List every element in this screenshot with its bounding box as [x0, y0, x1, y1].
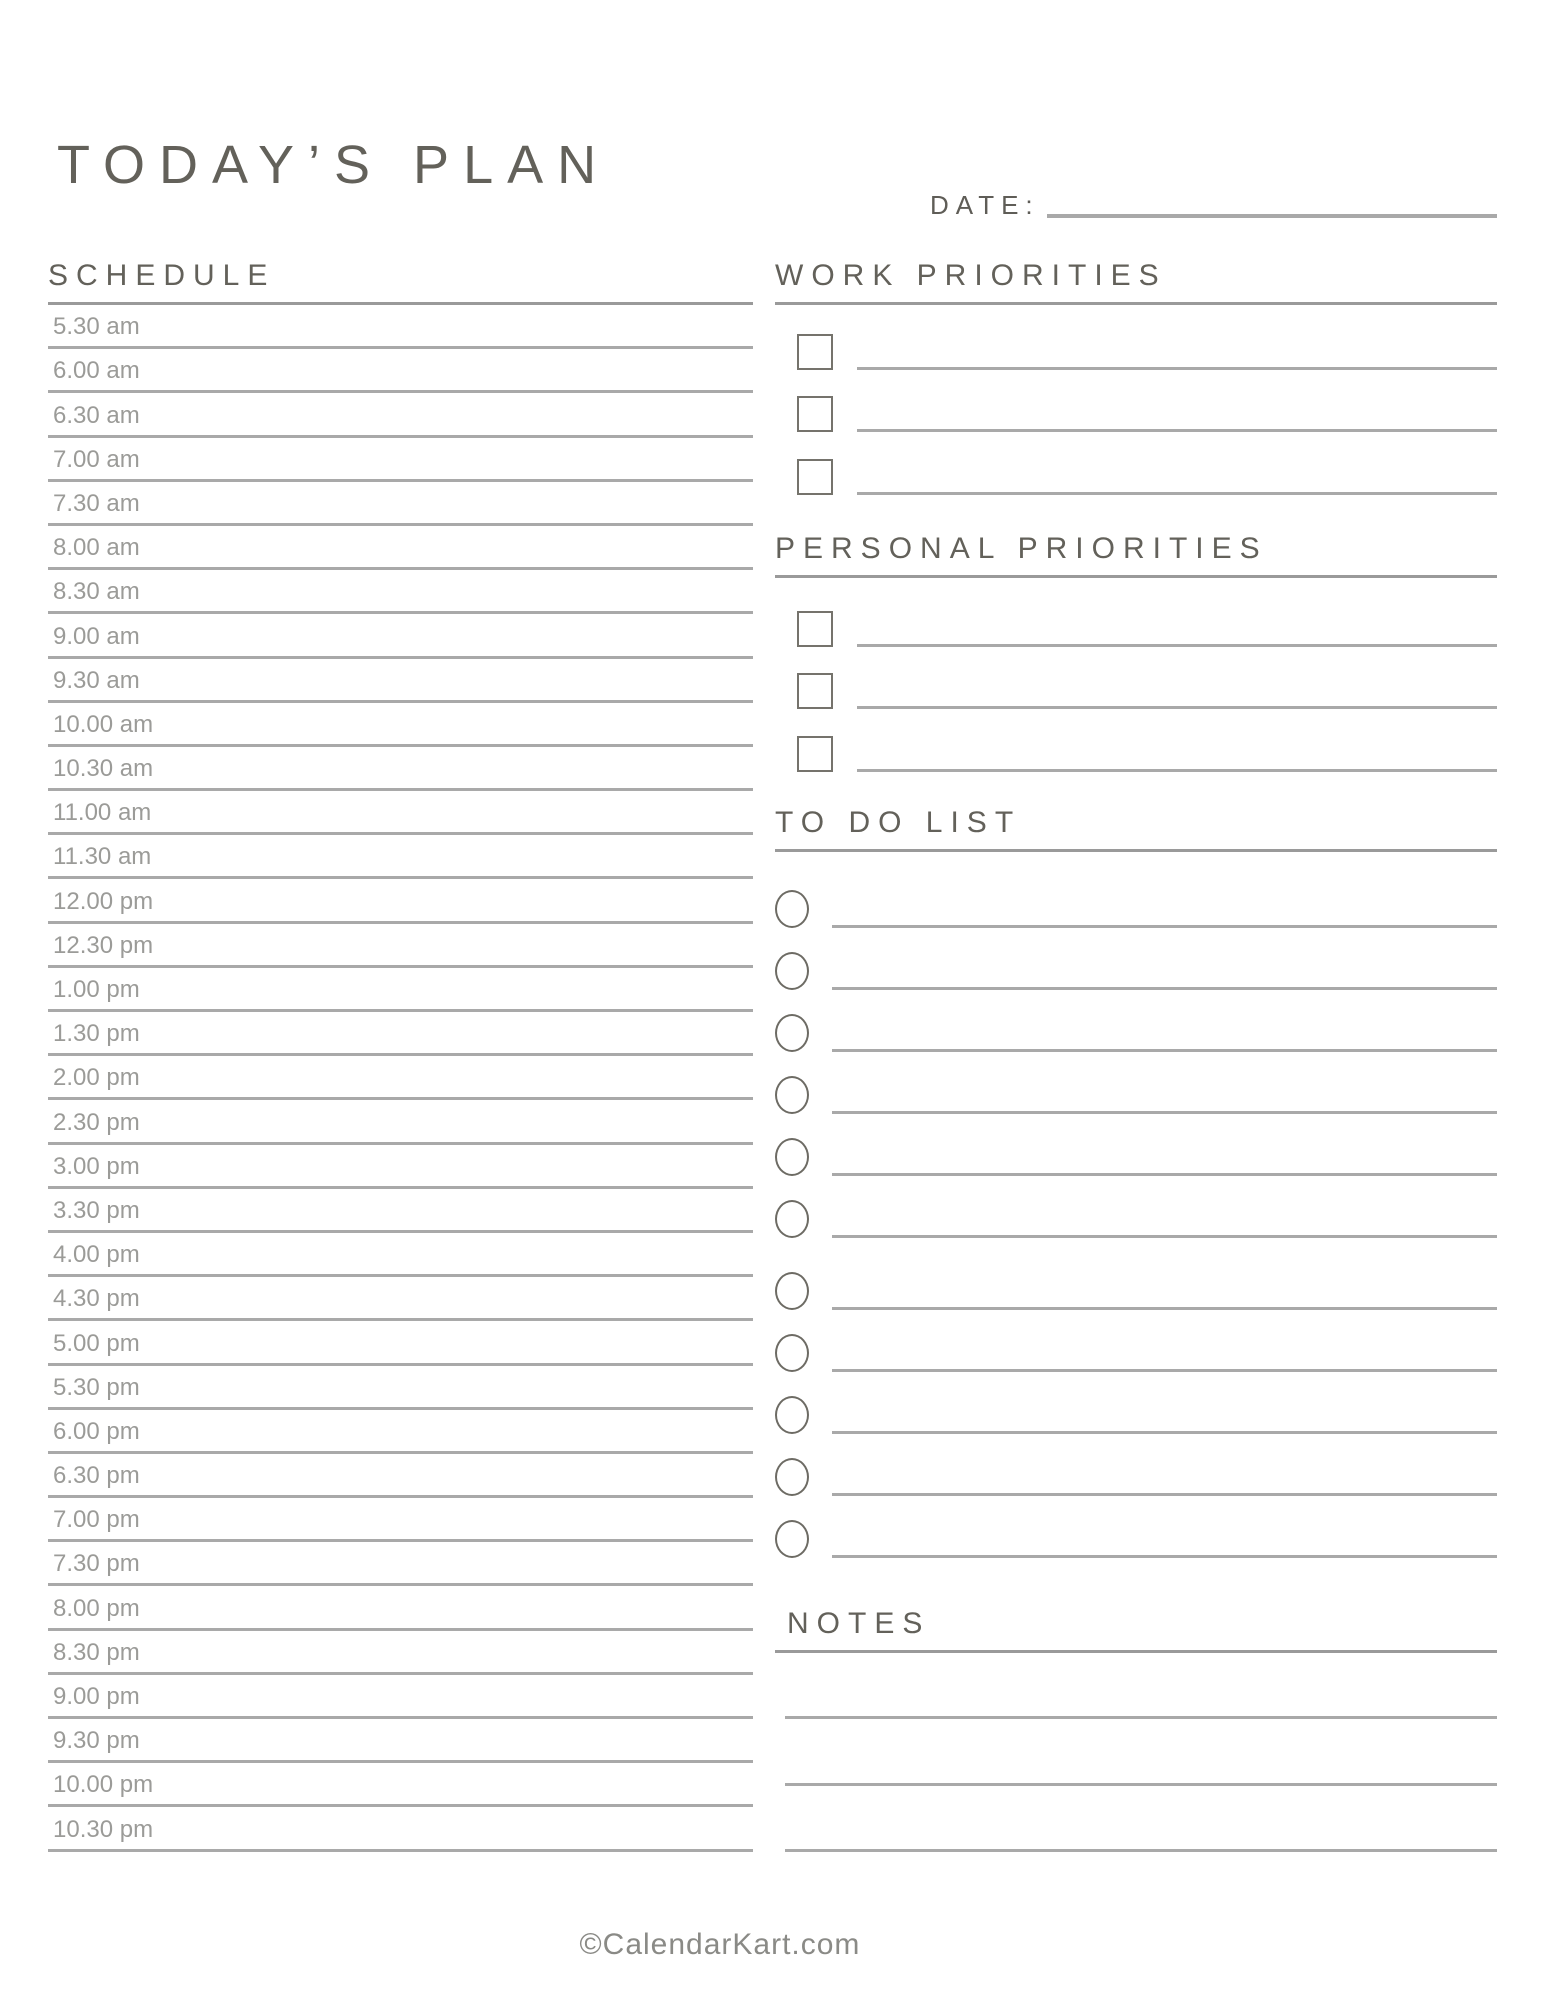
- todo-item: [775, 1496, 1497, 1558]
- priority-checkbox[interactable]: [797, 673, 833, 709]
- todo-circle-checkbox[interactable]: [775, 1014, 809, 1052]
- todo-circle-checkbox[interactable]: [775, 1138, 809, 1176]
- schedule-time-label: 2.30 pm: [53, 1108, 140, 1136]
- todo-item: [775, 1052, 1497, 1114]
- schedule-time-label: 1.30 pm: [53, 1020, 140, 1048]
- schedule-time-label: 7.00 am: [53, 445, 140, 473]
- schedule-row[interactable]: [48, 1763, 753, 1807]
- footer-credit: ©CalendarKart.com: [579, 1928, 861, 1961]
- schedule-row[interactable]: [48, 393, 753, 437]
- write-line[interactable]: [857, 769, 1497, 772]
- schedule-row[interactable]: [48, 1586, 753, 1630]
- schedule-time-label: 10.30 pm: [53, 1815, 154, 1843]
- todo-circle-checkbox[interactable]: [775, 1272, 809, 1310]
- schedule-row[interactable]: [48, 614, 753, 658]
- schedule-row[interactable]: [48, 1719, 753, 1763]
- todo-items: [775, 866, 1497, 1558]
- schedule-time-label: 11.00 am: [53, 799, 152, 827]
- schedule-row[interactable]: [48, 1675, 753, 1719]
- todo-heading: TO DO LIST: [775, 790, 1497, 852]
- date-label: DATE:: [930, 190, 1040, 220]
- work-priority-item: [775, 432, 1497, 495]
- personal-priority-item: [775, 709, 1497, 772]
- notes-write-line[interactable]: [785, 1719, 1497, 1785]
- schedule-section: [48, 243, 753, 1852]
- todo-section: [775, 790, 1497, 1558]
- work-priority-item: [775, 307, 1497, 370]
- todo-circle-checkbox[interactable]: [775, 1520, 809, 1558]
- notes-lines: [775, 1653, 1497, 1852]
- schedule-time-label: 5.30 pm: [53, 1373, 140, 1401]
- todo-item: [775, 1372, 1497, 1434]
- schedule-row[interactable]: [48, 1233, 753, 1277]
- schedule-row[interactable]: [48, 570, 753, 614]
- schedule-time-label: 7.30 am: [53, 489, 140, 517]
- schedule-time-label: 8.30 am: [53, 578, 140, 606]
- schedule-time-label: 10.00 am: [53, 710, 154, 738]
- personal-priorities-items: [775, 584, 1497, 772]
- schedule-row[interactable]: [48, 1366, 753, 1410]
- schedule-row[interactable]: [48, 1807, 753, 1851]
- schedule-rows: [48, 305, 753, 1852]
- schedule-row[interactable]: [48, 879, 753, 923]
- schedule-row[interactable]: [48, 703, 753, 747]
- schedule-time-label: 7.30 pm: [53, 1550, 140, 1578]
- work-priorities-section: [775, 243, 1497, 495]
- schedule-time-label: 10.30 am: [53, 755, 154, 783]
- schedule-time-label: 3.00 pm: [53, 1152, 140, 1180]
- todo-item: [775, 990, 1497, 1052]
- todo-circle-checkbox[interactable]: [775, 1076, 809, 1114]
- priority-checkbox[interactable]: [797, 334, 833, 370]
- schedule-row[interactable]: [48, 747, 753, 791]
- todo-circle-checkbox[interactable]: [775, 890, 809, 928]
- schedule-row[interactable]: [48, 835, 753, 879]
- schedule-row[interactable]: [48, 791, 753, 835]
- schedule-time-label: 5.30 am: [53, 313, 140, 341]
- schedule-time-label: 12.00 pm: [53, 887, 154, 915]
- personal-priorities-heading: PERSONAL PRIORITIES: [775, 516, 1497, 578]
- schedule-time-label: 2.00 pm: [53, 1064, 140, 1092]
- notes-write-line[interactable]: [785, 1653, 1497, 1719]
- schedule-row[interactable]: [48, 1100, 753, 1144]
- schedule-row[interactable]: [48, 1012, 753, 1056]
- schedule-time-label: 8.00 pm: [53, 1594, 140, 1622]
- work-priorities-items: [775, 307, 1497, 495]
- schedule-row[interactable]: [48, 1189, 753, 1233]
- priority-checkbox[interactable]: [797, 736, 833, 772]
- schedule-time-label: 6.00 pm: [53, 1417, 140, 1445]
- priority-checkbox[interactable]: [797, 459, 833, 495]
- schedule-row[interactable]: [48, 1410, 753, 1454]
- todo-item: [775, 928, 1497, 990]
- schedule-row[interactable]: [48, 924, 753, 968]
- schedule-time-label: 11.30 am: [53, 843, 152, 871]
- schedule-time-label: 5.00 pm: [53, 1329, 140, 1357]
- schedule-time-label: 10.00 pm: [53, 1771, 154, 1799]
- todo-circle-checkbox[interactable]: [775, 1458, 809, 1496]
- page-title: TODAY’S PLAN: [57, 135, 611, 195]
- todo-circle-checkbox[interactable]: [775, 1396, 809, 1434]
- schedule-row[interactable]: [48, 349, 753, 393]
- todo-item: [775, 1176, 1497, 1238]
- schedule-heading: SCHEDULE: [48, 243, 753, 305]
- notes-write-line[interactable]: [785, 1786, 1497, 1852]
- schedule-row[interactable]: [48, 305, 753, 349]
- schedule-time-label: 9.30 am: [53, 666, 140, 694]
- schedule-row[interactable]: [48, 1277, 753, 1321]
- schedule-row[interactable]: [48, 968, 753, 1012]
- schedule-row[interactable]: [48, 1056, 753, 1100]
- schedule-time-label: 1.00 pm: [53, 976, 140, 1003]
- schedule-time-label: 9.30 pm: [53, 1727, 140, 1755]
- schedule-time-label: 7.00 pm: [53, 1506, 140, 1534]
- write-line[interactable]: [832, 1235, 1497, 1238]
- write-line[interactable]: [857, 492, 1497, 495]
- schedule-time-label: 9.00 pm: [53, 1683, 140, 1710]
- personal-priority-item: [775, 647, 1497, 710]
- schedule-time-label: 6.30 pm: [53, 1462, 140, 1490]
- schedule-time-label: 9.00 am: [53, 622, 140, 650]
- todo-circle-checkbox[interactable]: [775, 1200, 809, 1238]
- schedule-time-label: 6.30 am: [53, 401, 140, 429]
- priority-checkbox[interactable]: [797, 396, 833, 432]
- todo-item: [775, 1310, 1497, 1372]
- schedule-row[interactable]: [48, 1631, 753, 1675]
- todo-item: [775, 1248, 1497, 1310]
- schedule-row[interactable]: [48, 659, 753, 703]
- todo-item: [775, 1114, 1497, 1176]
- write-line[interactable]: [832, 1555, 1497, 1558]
- personal-priorities-section: [775, 516, 1497, 772]
- schedule-time-label: 12.30 pm: [53, 931, 154, 959]
- personal-priority-item: [775, 584, 1497, 647]
- notes-heading: NOTES: [775, 1590, 1497, 1653]
- schedule-row[interactable]: [48, 438, 753, 482]
- schedule-time-label: 6.00 am: [53, 357, 140, 385]
- schedule-row[interactable]: [48, 1145, 753, 1189]
- schedule-row[interactable]: [48, 1321, 753, 1365]
- schedule-time-label: 8.00 am: [53, 534, 140, 562]
- date-fill-line[interactable]: [1047, 214, 1497, 218]
- todo-item: [775, 866, 1497, 928]
- priority-checkbox[interactable]: [797, 611, 833, 647]
- schedule-time-label: 4.00 pm: [53, 1241, 140, 1269]
- notes-section: [775, 1590, 1497, 1852]
- todo-circle-checkbox[interactable]: [775, 952, 809, 990]
- work-priority-item: [775, 370, 1497, 433]
- schedule-time-label: 4.30 pm: [53, 1285, 140, 1313]
- schedule-row[interactable]: [48, 1542, 753, 1586]
- schedule-row[interactable]: [48, 482, 753, 526]
- todo-circle-checkbox[interactable]: [775, 1334, 809, 1372]
- schedule-time-label: 3.30 pm: [53, 1196, 140, 1224]
- work-priorities-heading: WORK PRIORITIES: [775, 243, 1497, 305]
- schedule-row[interactable]: [48, 1498, 753, 1542]
- todo-item: [775, 1434, 1497, 1496]
- schedule-row[interactable]: [48, 1454, 753, 1498]
- schedule-row[interactable]: [48, 526, 753, 570]
- schedule-time-label: 8.30 pm: [53, 1638, 140, 1666]
